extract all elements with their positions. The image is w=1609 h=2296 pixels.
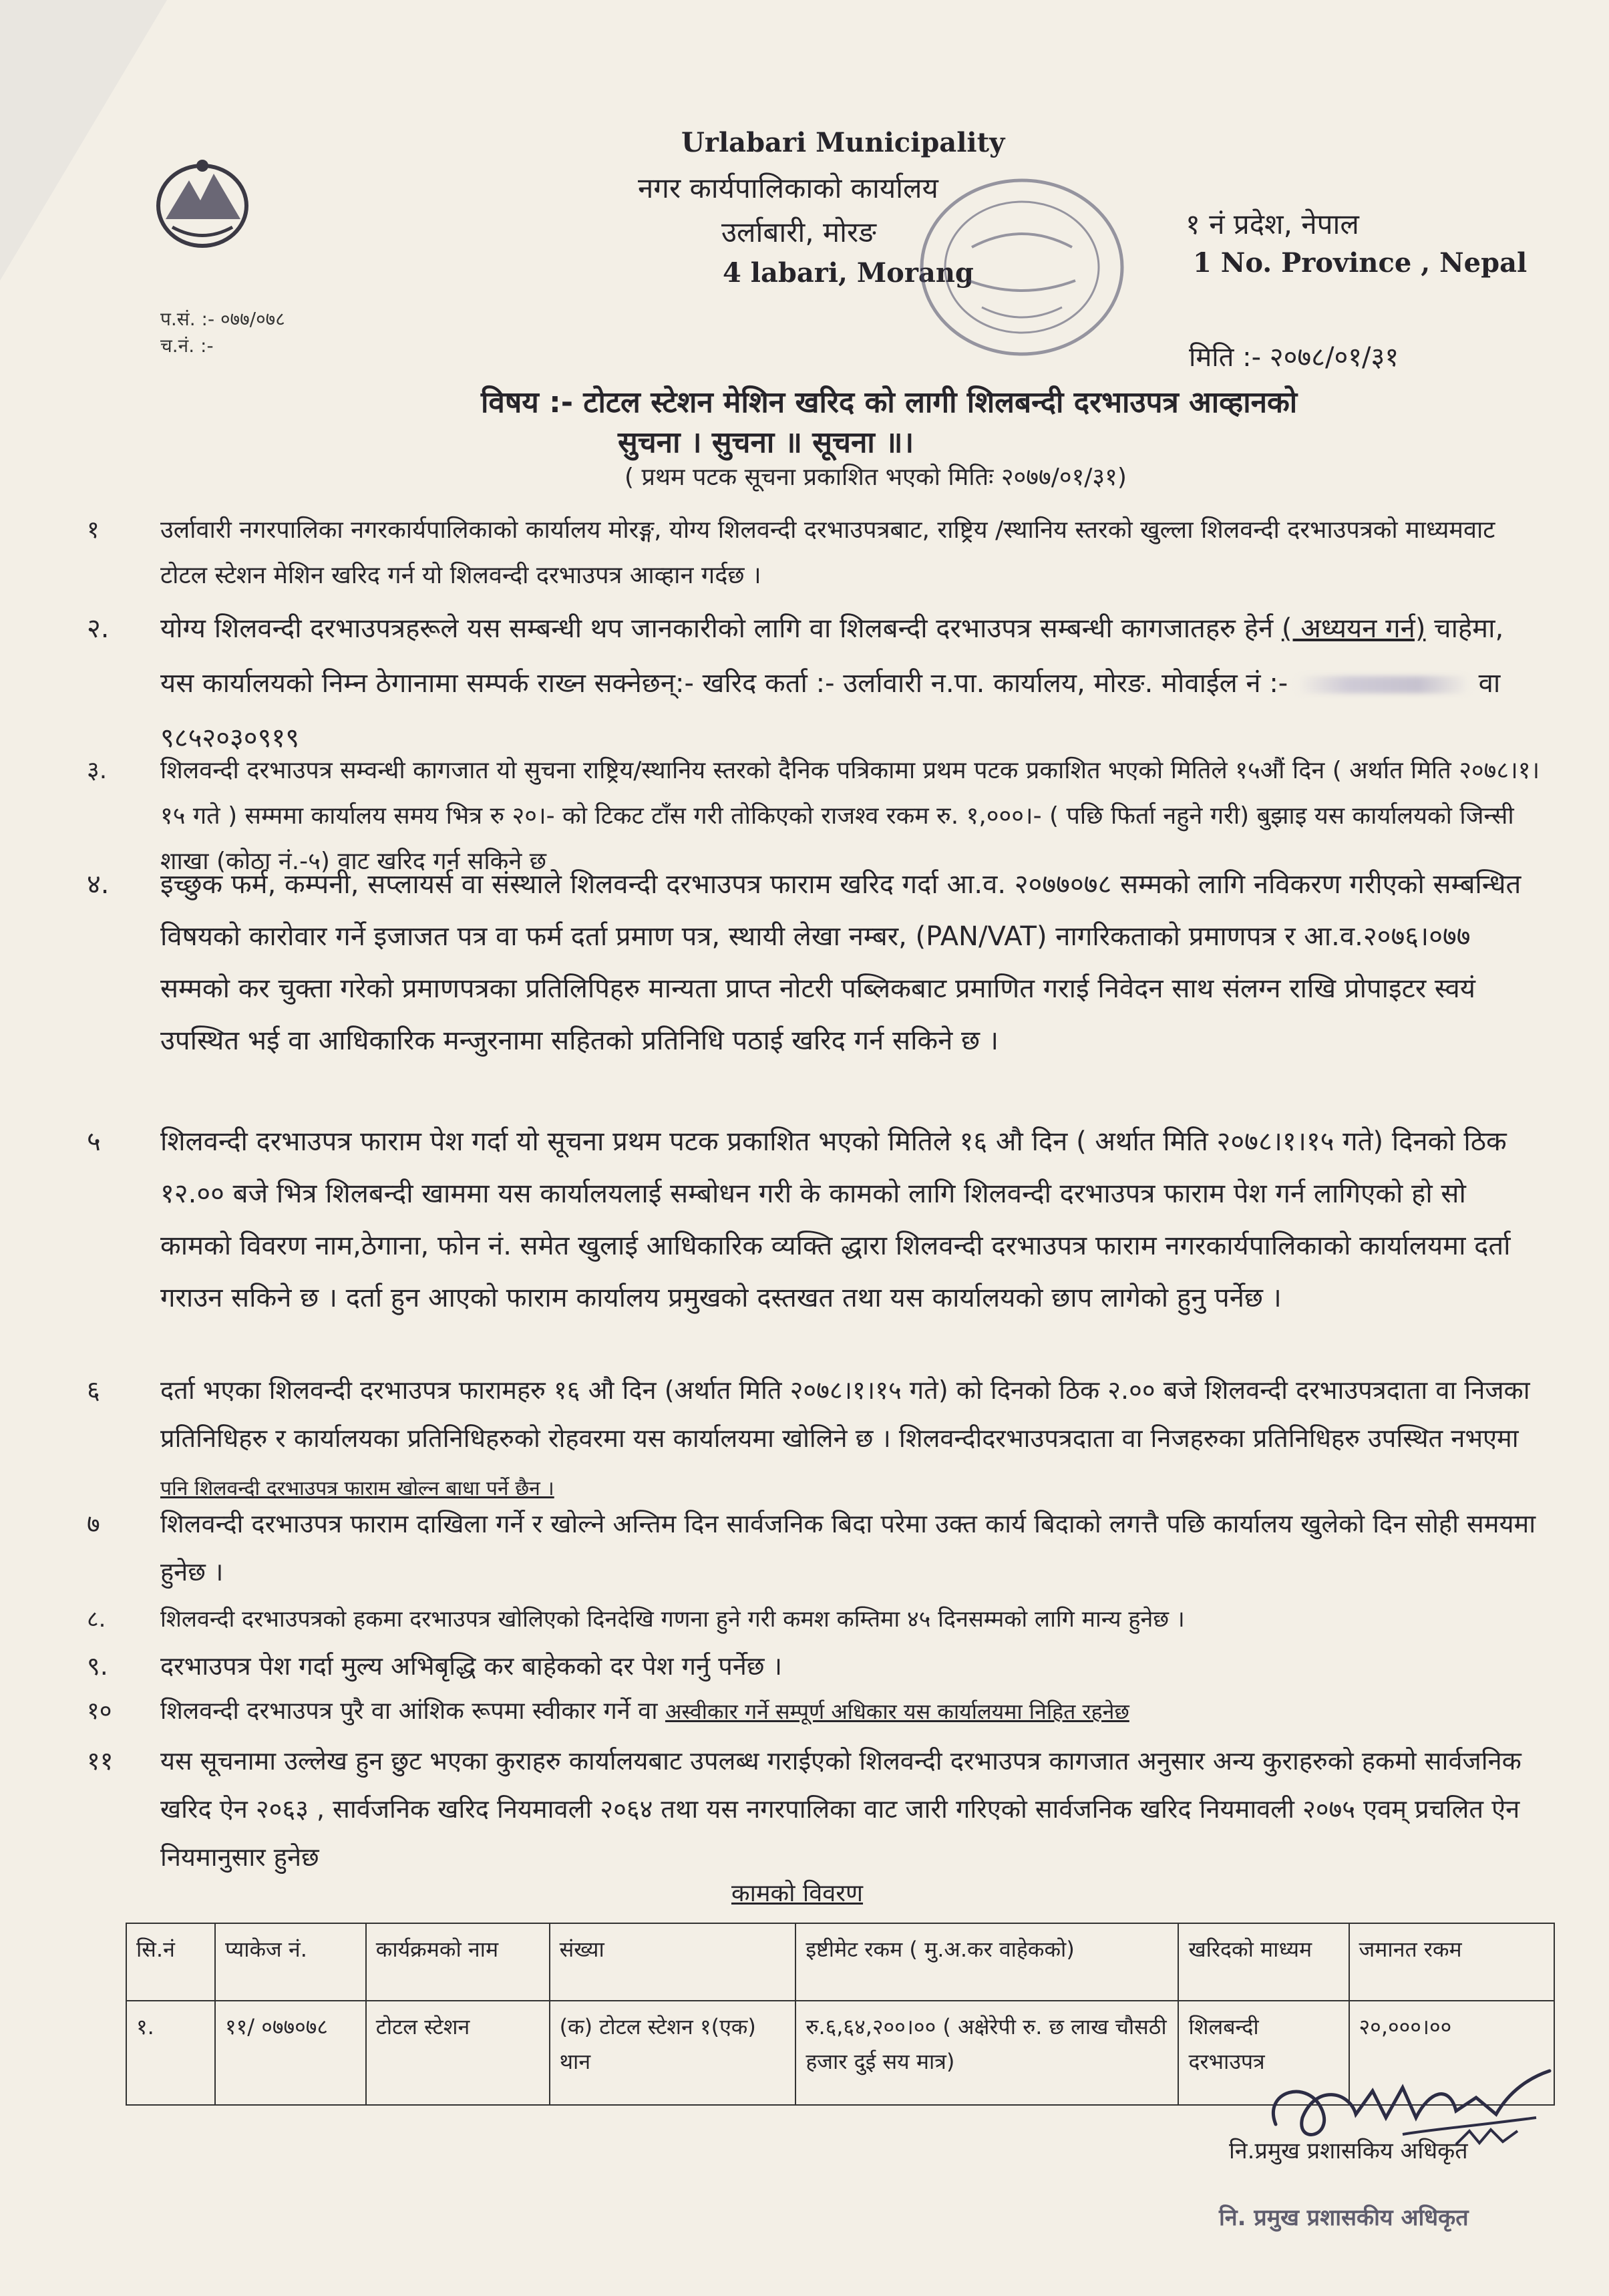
clause-text: शिलवन्दी दरभाउपत्र पुरै वा आंशिक रूपमा स्वीकार गर्ने वा bbox=[160, 1697, 665, 1725]
location-en: 4 labari, Morang bbox=[723, 257, 974, 289]
col-header-package: प्याकेज नं. bbox=[215, 1923, 366, 2001]
clause-number: ४. bbox=[87, 869, 110, 900]
clause-number: ३. bbox=[87, 757, 108, 784]
clause-number: ५ bbox=[87, 1126, 101, 1157]
clause-number: ९. bbox=[87, 1651, 108, 1681]
clause-underlined-text: ( अध्ययन गर्न) bbox=[1281, 613, 1426, 644]
clause-underlined-text: पनि शिलवन्दी दरभाउपत्र फाराम खोल्न बाधा पर्ने छैन । bbox=[160, 1477, 554, 1500]
clause-number: ८. bbox=[87, 1606, 106, 1633]
col-header-procurement-method: खरिदको माध्यम bbox=[1178, 1923, 1349, 2001]
letter-date: मिति :- २०७८/०१/३१ bbox=[1189, 342, 1399, 373]
clause-number: २. bbox=[87, 613, 110, 644]
clause-text-cont: चाहेमा, यस कार्यालयको निम्न ठेगानामा सम्पर्क राख्न सक्नेछन्:- खरिद कर्ता :- उर्लावारी न.पा. कार्यालय, मोरङ. मोवाईल नं :- bbox=[160, 613, 1504, 699]
clause-8 bbox=[87, 1597, 1543, 1642]
subject-notice: सुचना । सुचना ॥ सूचना ॥। bbox=[618, 426, 914, 460]
clause-text: यस सूचनामा उल्लेख हुन छुट भएका कुराहरु कार्यालयबाट उपलब्ध गराईएको शिलवन्दी दरभाउपत्र कागजात अनुसार अन्य कुराहरुको हकमो सार्वजनिक खरिद ऐन २०६३ , सार्वजनिक खरिद नियमावली २०६४ तथा यस नगरपालिका वाट जारी गरिएको सार्वजनिक खरिद नियमावली २०७५ एवम् प्रचलित ऐन नियमानुसार हुनेछ bbox=[160, 1746, 1522, 1872]
cell-package: ११/ ०७७०७८ bbox=[215, 2001, 366, 2105]
col-header-estimate: इष्टीमेट रकम ( मु.अ.कर वाहेकको) bbox=[795, 1923, 1178, 2001]
clause-5 bbox=[87, 1116, 1543, 1324]
first-publication-date: ( प्रथम पटक सूचना प्रकाशित भएको मितिः २०७७/०१/३१) bbox=[624, 464, 1127, 491]
contact-mobile: वा ९८५२०३०९१९ bbox=[160, 668, 1501, 754]
cell-estimate: रु.६,६४,२००।०० ( अक्षेरेपी रु. छ लाख चौसठी हजार दुई सय मात्र) bbox=[795, 2001, 1178, 2105]
clause-6 bbox=[87, 1366, 1543, 1513]
clause-text: शिलवन्दी दरभाउपत्रको हकमा दरभाउपत्र खोलिएको दिनदेखि गणना हुने गरी कमश कम्तिमा ४५ दिनसम्मको लागि मान्य हुनेछ । bbox=[160, 1606, 1185, 1633]
clause-number: १० bbox=[87, 1697, 112, 1725]
province-ne: १ नं प्रदेश, नेपाल bbox=[1186, 208, 1359, 240]
clause-2 bbox=[87, 601, 1543, 766]
col-header-program: कार्यक्रमको नाम bbox=[366, 1923, 550, 2001]
clause-text: इच्छुक फर्म, कम्पनी, सप्लायर्स वा संस्थाले शिलवन्दी दरभाउपत्र फाराम खरिद गर्दा आ.व. २०७७०७८ सम्मको लागि नविकरण गरीएको सम्बन्धित विषयको कारोवार गर्ने इजाजत पत्र वा फर्म दर्ता प्रमाण पत्र, स्थायी लेखा नम्बर, (PAN/VAT) नागरिकताको प्रमाणपत्र र आ.व.२०७६।०७७ सम्मको कर चुक्ता गरेको प्रमाणपत्रका प्रतिलिपिहरु मान्यता प्राप्त नोटरी पब्लिकबाट प्रमाणित गराई निवेदन साथ संलग्न राखि प्रोपाइटर स्वयं उपस्थित भई वा आधिकारिक मन्जुरनामा सहितको प्रतिनिधि पठाई खरिद गर्न सकिने छ । bbox=[160, 869, 1522, 1056]
cell-sn: १. bbox=[126, 2001, 215, 2105]
cell-security-amount: २०,०००।०० bbox=[1349, 2001, 1554, 2105]
clause-11 bbox=[87, 1737, 1543, 1881]
col-header-quantity: संख्या bbox=[550, 1923, 796, 2001]
clause-1 bbox=[87, 508, 1543, 599]
office-stamp-seal bbox=[908, 167, 1135, 367]
clause-9 bbox=[87, 1643, 1543, 1689]
nepal-emblem-icon bbox=[152, 154, 252, 251]
clause-7 bbox=[87, 1500, 1543, 1596]
cell-quantity: (क) टोटल स्टेशन १(एक) थान bbox=[550, 2001, 796, 2105]
clause-10 bbox=[87, 1689, 1543, 1734]
clause-text: दर्ता भएका शिलवन्दी दरभाउपत्र फारामहरु १६ औ दिन (अर्थात मिति २०७८।१।१५ गते) को दिनको ठिक २.०० बजे शिलवन्दी दरभाउपत्रदाता वा निजका प्रतिनिधिहरु र कार्यालयका प्रतिनिधिहरुको रोहवरमा यस कार्यालयमा खोलिने छ । शिलवन्दीदरभाउपत्रदाता वा निजहरुका प्रतिनिधिहरु उपस्थित नभएमा bbox=[160, 1375, 1530, 1453]
work-table-title: कामको विवरण bbox=[731, 1880, 864, 1907]
redacted-mobile-number bbox=[1296, 676, 1470, 693]
subject-line: विषय :- टोटल स्टेशन मेशिन खरिद को लागी शिलबन्दी दरभाउपत्र आव्हानको bbox=[481, 385, 1298, 420]
province-en: 1 No. Province , Nepal bbox=[1193, 247, 1528, 279]
clause-4 bbox=[87, 858, 1543, 1067]
location-ne: उर्लाबारी, मोरङ bbox=[721, 216, 876, 249]
signatory-stamp: नि. प्रमुख प्रशासकीय अधिकृत bbox=[1219, 2204, 1469, 2231]
office-name-ne: नगर कार्यपालिकाको कार्यालय bbox=[638, 172, 938, 204]
clause-text: शिलवन्दी दरभाउपत्र फाराम पेश गर्दा यो सूचना प्रथम पटक प्रकाशित भएको मितिले १६ औ दिन ( अर्थात मिति २०७८।१।१५ गते) दिनको ठिक १२.०० बजे भित्र शिलबन्दी खाममा यस कार्यालयलाई सम्बोधन गरी के कामको लागि शिलवन्दी दरभाउपत्र फाराम पेश गर्न लागिएको हो सो कामको विवरण नाम,ठेगाना, फोन नं. समेत खुलाई आधिकारिक व्यक्ति द्धारा शिलवन्दी दरभाउपत्र फाराम नगरकार्यपालिकाको कार्यालयमा दर्ता गराउन सकिने छ । दर्ता हुन आएको फाराम कार्यालय प्रमुखको दस्तखत तथा यस कार्यालयको छाप लागेको हुनु पर्नेछ । bbox=[160, 1126, 1511, 1313]
table-header-row bbox=[126, 1923, 1554, 2001]
clause-number: ७ bbox=[87, 1509, 100, 1538]
signatory-title: नि.प्रमुख प्रशासकिय अधिकृत bbox=[1229, 2138, 1468, 2164]
cell-procurement-method: शिलबन्दी दरभाउपत्र bbox=[1178, 2001, 1349, 2105]
clause-text: दरभाउपत्र पेश गर्दा मुल्य अभिबृद्धि कर बाहेकको दर पेश गर्नु पर्नेछ । bbox=[160, 1651, 782, 1681]
clause-number: ११ bbox=[87, 1746, 114, 1776]
reference-number: प.सं. :- ०७७/०७८ bbox=[160, 308, 285, 330]
clause-text: शिलवन्दी दरभाउपत्र सम्वन्धी कागजात यो सुचना राष्ट्रिय/स्थानिय स्तरको दैनिक पत्रिकामा प्रथम पटक प्रकाशित भएको मितिले १५औं दिन ( अर्थात मिति २०७८।१।१५ गते ) सम्ममा कार्यालय समय भित्र रु २०।- को टिकट टाँस गरी तोकिएको राजश्व रकम रु. १,०००।- ( पछि फिर्ता नहुने गरी) बुझाइ यस कार्यालयको जिन्सी शाखा (कोठा नं.-५) वाट खरिद गर्न सकिने छ bbox=[160, 757, 1540, 875]
clause-text: योग्य शिलवन्दी दरभाउपत्रहरूले यस सम्बन्धी थप जानकारीको लागि वा शिलबन्दी दरभाउपत्र सम्बन्धी कागजातहरु हेर्न bbox=[160, 613, 1282, 644]
col-header-security-amount: जमानत रकम bbox=[1349, 1923, 1554, 2001]
cell-program: टोटल स्टेशन bbox=[366, 2001, 550, 2105]
dispatch-number: च.नं. :- bbox=[160, 335, 214, 357]
clause-underlined-text: अस्वीकार गर्ने सम्पूर्ण अधिकार यस कार्यालयमा निहित रहनेछ bbox=[665, 1699, 1129, 1724]
clause-number: ६ bbox=[87, 1375, 100, 1405]
clause-text: उर्लावारी नगरपालिका नगरकार्यपालिकाको कार्यालय मोरङ्ग, योग्य शिलवन्दी दरभाउपत्रबाट, राष्ट्रिय /स्थानिय स्तरको खुल्ला शिलवन्दी दरभाउपत्रको माध्यमवाट टोटल स्टेशन मेशिन खरिद गर्न यो शिलवन्दी दरभाउपत्र आव्हान गर्दछ । bbox=[160, 516, 1495, 589]
clause-number: १ bbox=[87, 516, 100, 544]
clause-text: शिलवन्दी दरभाउपत्र फाराम दाखिला गर्ने र खोल्ने अन्तिम दिन सार्वजनिक बिदा परेमा उक्त कार्य बिदाको लगत्तै पछि कार्यालय खुलेको दिन सोही समयमा हुनेछ । bbox=[160, 1509, 1536, 1587]
col-header-sn: सि.नं bbox=[126, 1923, 215, 2001]
office-name-en: Urlabari Municipality bbox=[681, 127, 1005, 158]
